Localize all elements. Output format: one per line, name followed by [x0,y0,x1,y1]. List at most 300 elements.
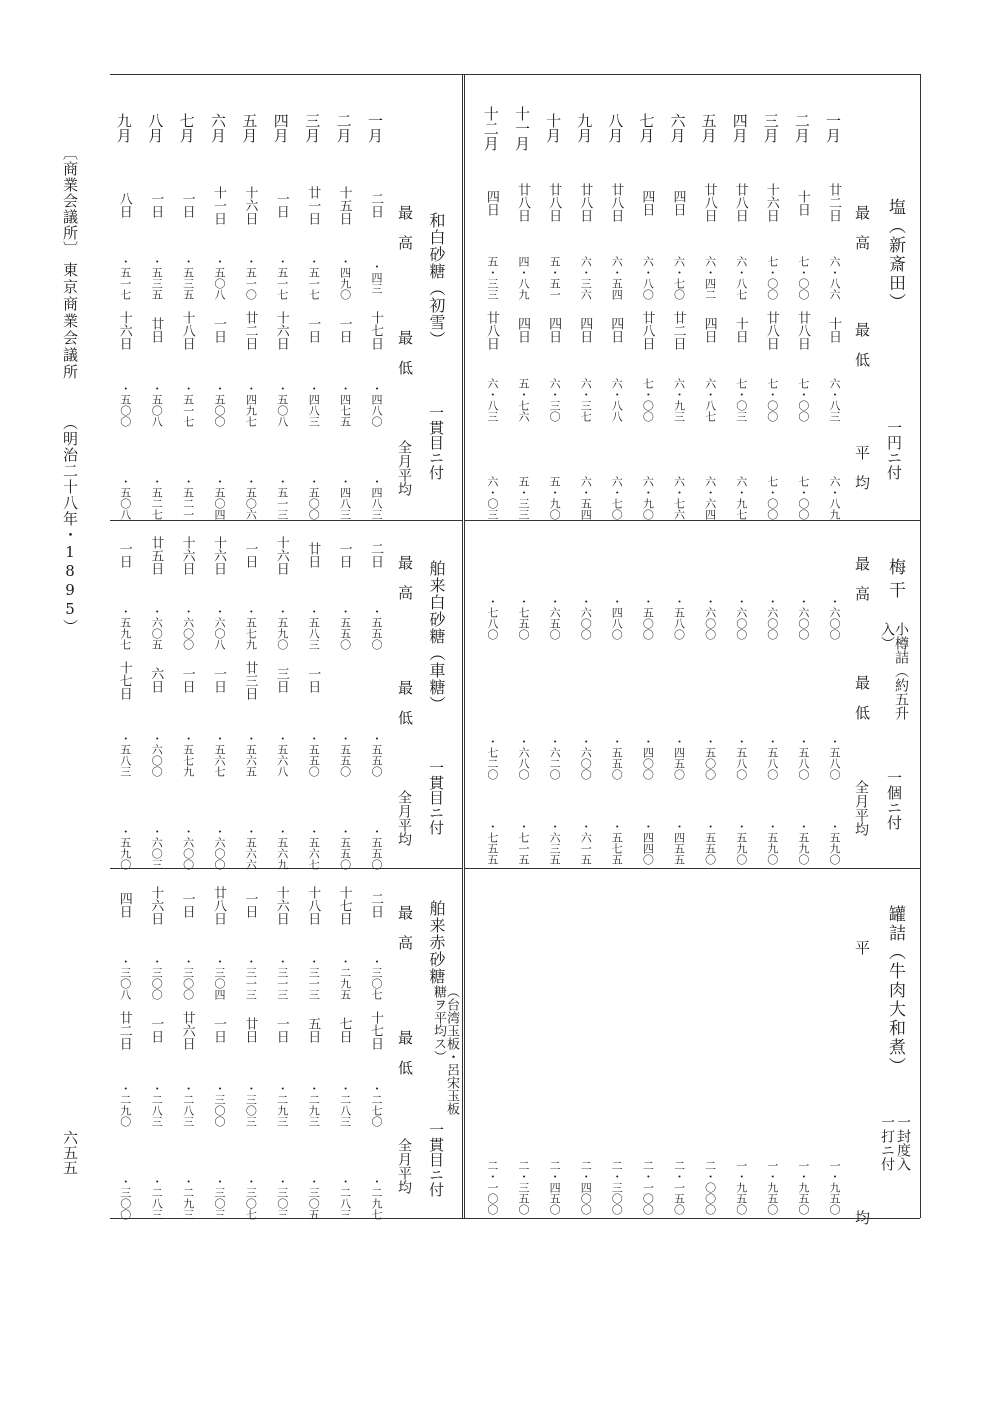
ume-high-value: ・六〇〇 [703,595,717,640]
salt-low-value: 七・〇〇 [796,378,810,422]
hakurai-aka-low-value: ・二九三 [307,1083,321,1127]
salt-high-value: 五・三三 [485,255,499,300]
hakurai-haku-low-day: 廿三日 [242,660,258,700]
wahaku-low-value: ・四九七 [244,383,258,427]
kanzume-avg-value: 二・一〇〇 [641,1160,655,1215]
hakurai-aka-high-value: ・三〇〇 [150,955,164,1000]
wahaku-avg-value: ・五二一 [181,475,195,520]
wahaku-high-value: ・五一〇 [244,255,258,300]
hakurai-haku-low-value: ・五五〇 [370,733,383,777]
center-divider [462,74,465,1218]
ume-high-value: ・四八〇 [610,595,624,640]
ume-avg-value: ・七一五 [517,820,530,865]
salt-high-day: 四日 [483,189,499,216]
salt-high-value: 六・七〇 [672,255,686,300]
wahaku-avg-label: 全月平均 [396,440,412,496]
salt-low-day: 四日 [577,317,593,343]
hakurai-aka-name: 舶来赤砂糖 [427,900,446,985]
hakurai-aka-high-day: 十六日 [273,885,289,925]
ume-low-value: ・七二〇 [485,735,499,780]
salt-high-value: 五・五一 [548,255,562,300]
salt-low-day: 廿八日 [794,310,810,350]
salt-high-day: 廿二日 [826,183,841,222]
wahaku-high-value: ・五三五 [181,255,195,300]
salt-avg-value: 六・五四 [579,475,593,520]
wahaku-low-value: ・五一七 [181,383,195,427]
ume-high-value: ・六〇〇 [765,595,779,640]
wahaku-avg-value: ・四八三 [370,475,383,520]
hakurai-aka-high-value: ・二九五 [338,955,352,1000]
salt-low-value: 七・〇〇 [765,378,779,422]
ume-low-value: ・五〇〇 [703,735,717,780]
hakurai-aka-high-value: ・三〇四 [213,955,226,1000]
hakurai-haku-high-value: ・六〇五 [150,605,164,650]
salt-low-value: 六・三七 [579,378,593,422]
hakurai-haku-low-value: ・五六八 [275,733,289,777]
wahaku-high-value: ・四三 [370,261,383,294]
salt-high-value: 六・八〇 [641,255,655,300]
wahaku-low-day: 十六日 [116,310,132,350]
ume-low-value: ・四〇〇 [641,735,655,780]
hakurai-haku-high-value: ・六〇八 [213,605,226,650]
salt-low-day: 十日 [732,317,748,343]
salt-low-day: 四日 [608,317,624,343]
salt-high-value: 七・〇〇 [796,255,810,300]
wahaku-low-value: ・五〇八 [275,383,289,427]
salt-low-value: 七・〇三 [734,378,748,422]
ume-low-value: ・六八〇 [517,735,530,780]
wahaku-avg-value: ・五一三 [275,475,289,520]
hakurai-aka-avg-value: ・三〇五 [307,1175,321,1220]
hakurai-haku-avg-value: ・六〇〇 [213,825,226,870]
hakurai-haku-avg-value: ・五九〇 [118,825,132,870]
wahaku-high-day: 八日 [116,192,132,218]
hakurai-aka-low-day: 廿日 [242,1017,258,1043]
ume-low-value: ・五五〇 [610,735,624,780]
month-header: 四月 [730,113,749,143]
right-section-rule-1 [465,520,920,521]
hakurai-haku-name: 舶来白砂糖（車糖） [427,560,446,713]
hakurai-haku-low-day [335,650,351,710]
hakurai-haku-low-day [366,650,382,710]
hakurai-aka-low-value: ・二八三 [338,1083,352,1127]
month-header: 一月 [824,113,842,143]
ume-avg-value: ・四四〇 [641,820,655,865]
month-header: 六月 [668,113,687,143]
hakurai-haku-high-label: 最 高 [396,555,414,600]
hakurai-aka-low-day: 一日 [211,1017,226,1043]
wahaku-low-value: ・五〇〇 [213,383,226,427]
hakurai-aka-low-day: 廿六日 [179,1010,195,1050]
hakurai-aka-low-value: ・三〇〇 [213,1083,226,1127]
ume-avg-value: ・五九〇 [734,820,748,865]
salt-avg-label: 平 均 [853,445,871,490]
salt-avg-value: 七・〇〇 [765,475,779,520]
hakurai-aka-low-day: 五日 [305,1017,321,1043]
ume-high-value: ・六五〇 [548,595,562,640]
hakurai-haku-high-day: 二日 [368,542,383,568]
salt-high-value: 七・〇〇 [765,255,779,300]
wahaku-name: 和白砂糖（初雪） [427,212,446,348]
kanzume-avg-value: 二・一〇〇 [485,1160,499,1215]
ume-unit: 一個ニ付 [885,770,903,830]
month-header: 十二月 [481,105,500,151]
kanzume-avg-value: 二・三〇〇 [610,1160,624,1215]
hakurai-haku-high-day: 一日 [242,542,258,568]
wahaku-high-value: ・五一七 [275,255,289,300]
hakurai-aka-high-value: ・三一三 [307,955,321,1000]
salt-high-day: 廿八日 [577,183,593,222]
wahaku-high-value: ・五三五 [150,255,164,300]
hakurai-haku-low-day: 十七日 [116,660,132,700]
salt-low-label: 最 低 [853,322,871,367]
wahaku-low-value: ・五〇八 [150,383,164,427]
hakurai-aka-high-day: 廿八日 [211,885,226,925]
source-label: 〔商業会議所〕 [61,145,79,257]
hakurai-haku-high-value: ・五九〇 [275,605,289,650]
wahaku-high-day: 一日 [273,192,289,218]
wahaku-low-day: 十六日 [273,310,289,350]
outer-right-border [920,74,921,1218]
salt-avg-value: 五・三三 [517,475,530,520]
salt-high-day: 廿八日 [701,183,717,222]
publication-title: 東京商業会議所 [61,262,79,381]
month-header: 六月 [209,113,227,143]
salt-low-day: 廿八日 [483,310,499,350]
hakurai-aka-avg-value: ・三〇〇 [118,1175,132,1220]
hakurai-haku-low-label: 最 低 [396,680,414,725]
month-header: 十月 [544,113,563,143]
kanzume-avg-value: 一・九五〇 [734,1160,748,1215]
salt-unit: 一円ニ付 [885,420,903,480]
salt-high-day: 四日 [639,189,655,216]
salt-avg-value: 六・七六 [672,475,686,520]
kanzume-avg-value: 一・九五〇 [828,1160,841,1215]
ume-sub: 小樽詰（約五升入） [879,622,909,720]
hakurai-haku-low-value: ・五五〇 [307,733,321,777]
month-header: 七月 [177,113,196,143]
salt-low-value: 六・九三 [672,378,686,422]
kanzume-unit: 一打ニ付 [879,1115,895,1171]
kanzume-avg-value: 二・四〇〇 [579,1160,593,1215]
hakurai-aka-low-value: ・三〇三 [244,1083,258,1127]
hakurai-haku-low-value: ・五八三 [118,733,132,777]
page-number: 六五五 [61,1130,79,1175]
kanzume-avg-value: 一・九五〇 [796,1160,810,1215]
salt-name: 塩（新斎田） [885,198,905,312]
ume-low-label: 最 低 [853,675,871,720]
salt-high-value: 六・三六 [579,255,593,300]
ume-avg-label: 全月平均 [853,780,869,836]
hakurai-haku-high-day: 十六日 [273,535,289,575]
hakurai-haku-avg-value: ・五六六 [244,825,258,870]
wahaku-low-value: ・四八三 [307,383,321,427]
salt-high-value: 六・八六 [828,255,841,300]
ume-high-value: ・七五〇 [517,595,530,640]
wahaku-avg-value: ・四八三 [338,475,352,520]
salt-high-value: 六・八七 [734,255,748,300]
salt-low-day: 廿二日 [670,310,686,350]
hakurai-aka-low-value: ・二七〇 [370,1083,383,1127]
month-header: 九月 [575,113,594,143]
salt-high-label: 最 高 [853,205,871,250]
ume-high-value: ・七八〇 [485,595,499,640]
hakurai-haku-high-value: ・五九七 [118,605,132,650]
hakurai-haku-avg-value: ・五六七 [307,825,321,870]
salt-avg-value: 六・七〇 [610,475,624,520]
month-header: 三月 [761,113,780,143]
salt-low-value: 六・八七 [703,378,717,422]
wahaku-low-value: ・四七五 [338,383,352,427]
hakurai-haku-high-value: ・五五〇 [338,605,352,650]
wahaku-high-day: 十五日 [336,185,352,225]
wahaku-high-day: 二日 [368,192,383,218]
salt-low-day: 十日 [826,317,841,343]
ume-high-value: ・五〇〇 [641,595,655,640]
ume-high-value: ・六〇〇 [734,595,748,640]
month-header: 八月 [146,113,165,143]
wahaku-avg-value: ・五〇四 [213,475,226,520]
wahaku-low-day: 一日 [336,317,352,343]
ume-low-value: ・五八〇 [734,735,748,780]
month-header: 四月 [271,113,290,143]
wahaku-avg-value: ・五二七 [150,475,164,520]
hakurai-haku-high-day: 十六日 [211,535,226,575]
wahaku-low-value: ・四八〇 [370,383,383,427]
salt-low-value: 六・八八 [610,378,624,422]
hakurai-haku-low-value: ・五六五 [244,733,258,777]
month-header: 五月 [240,113,259,143]
bottom-border [110,1218,920,1219]
wahaku-low-day: 十八日 [179,310,195,350]
hakurai-haku-high-day: 廿五日 [148,535,164,575]
salt-low-value: 五・七六 [517,378,530,422]
month-header: 二月 [792,113,811,143]
month-header: 七月 [637,113,656,143]
salt-high-value: 四・八九 [517,255,530,300]
hakurai-haku-high-value: ・五八三 [307,605,321,650]
kanzume-avg-value: 二・〇〇〇 [703,1160,717,1215]
hakurai-aka-avg-value: ・二九七 [370,1175,383,1220]
hakurai-haku-high-day: 十六日 [179,535,195,575]
salt-high-day: 廿八日 [732,183,748,222]
ume-avg-value: ・四五五 [672,820,686,865]
ume-high-value: ・六〇〇 [579,595,593,640]
hakurai-aka-high-value: ・三〇八 [118,955,132,1000]
hakurai-haku-low-value: ・五七九 [181,733,195,777]
month-header: 八月 [606,113,625,143]
ume-high-value: ・五八〇 [672,595,686,640]
hakurai-aka-unit: 一貫目ニ付 [427,1122,445,1197]
salt-high-value: 六・五四 [610,255,624,300]
salt-high-day: 廿八日 [515,183,530,222]
kanzume-avg-label: 平 均 [853,940,871,1345]
hakurai-aka-low-day: 廿二日 [116,1010,132,1050]
hakurai-aka-low-day: 一日 [273,1017,289,1043]
hakurai-aka-high-value: ・三一三 [275,955,289,1000]
left-section-rule-1 [110,520,462,521]
salt-avg-value: 六・六四 [703,475,717,520]
ume-avg-value: ・六三五 [548,820,562,865]
ume-low-value: ・五八〇 [765,735,779,780]
ume-name: 梅干 [885,558,905,604]
kanzume-avg-value: 一・九五〇 [765,1160,779,1215]
hakurai-haku-low-day: 一日 [179,667,195,693]
hakurai-aka-high-day: 一日 [179,892,195,918]
month-header: 九月 [114,113,133,143]
wahaku-high-day: 十一日 [211,185,226,225]
ume-avg-value: ・六一五 [579,820,593,865]
hakurai-aka-high-day: 十六日 [148,885,164,925]
hakurai-haku-high-value: ・六〇〇 [181,605,195,650]
salt-avg-value: 五・九〇 [548,475,562,520]
wahaku-low-day: 一日 [211,317,226,343]
hakurai-aka-low-day: 十七日 [368,1010,383,1050]
salt-low-day: 廿八日 [639,310,655,350]
hakurai-aka-high-day: 二日 [368,892,383,918]
ume-avg-value: ・五九〇 [765,820,779,865]
wahaku-high-day: 一日 [148,192,164,218]
hakurai-haku-avg-label: 全月平均 [396,790,412,846]
hakurai-haku-avg-value: ・五五〇 [338,825,352,870]
ume-high-value: ・六〇〇 [796,595,810,640]
salt-low-day: 四日 [546,317,562,343]
wahaku-high-day: 一日 [179,192,195,218]
ume-low-value: ・六〇〇 [579,735,593,780]
salt-avg-value: 七・〇〇 [796,475,810,520]
hakurai-haku-avg-value: ・六〇三 [150,825,164,870]
salt-high-day: 四日 [670,189,686,216]
month-header: 十一月 [513,105,531,151]
hakurai-aka-high-day: 十八日 [305,885,321,925]
top-border [110,74,920,75]
ume-avg-value: ・五五〇 [703,820,717,865]
hakurai-haku-high-day: 一日 [116,542,132,568]
wahaku-high-value: ・四九〇 [338,255,352,300]
ume-avg-value: ・五七五 [610,820,624,865]
hakurai-haku-low-value: ・六〇〇 [150,733,164,777]
salt-high-day: 廿八日 [546,183,562,222]
month-header: 二月 [334,113,353,143]
hakurai-aka-high-value: ・三〇七 [370,955,383,1000]
salt-low-day: 四日 [515,317,530,343]
hakurai-aka-avg-label: 全月平均 [396,1138,412,1194]
ume-avg-value: ・七五五 [485,820,499,865]
hakurai-aka-high-value: ・三一三 [244,955,258,1000]
hakurai-aka-low-value: ・二九三 [275,1083,289,1127]
hakurai-haku-low-day: 一日 [305,667,321,693]
hakurai-aka-avg-value: ・三〇三 [213,1175,226,1220]
hakurai-aka-high-day: 一日 [242,892,258,918]
hakurai-aka-low-day: 一日 [148,1017,164,1043]
hakurai-haku-low-day: 六日 [148,667,164,693]
salt-low-value: 六・八三 [828,378,841,422]
ume-high-label: 最 高 [853,556,871,601]
salt-low-day: 四日 [701,317,717,343]
hakurai-aka-avg-value: ・三〇七 [244,1175,258,1220]
hakurai-haku-low-day: 三日 [273,667,289,693]
hakurai-haku-low-value: ・五六七 [213,733,226,777]
hakurai-aka-avg-value: ・二八三 [150,1175,164,1220]
month-header: 一月 [366,113,384,143]
wahaku-high-value: ・五〇八 [213,255,226,300]
ume-avg-value: ・五九〇 [828,820,841,865]
hakurai-aka-high-day: 四日 [116,892,132,918]
hakurai-aka-avg-value: ・二八三 [338,1175,352,1220]
kanzume-avg-value: 二・四五〇 [548,1160,562,1215]
wahaku-high-day: 十六日 [242,185,258,225]
ume-high-value: ・六〇〇 [828,595,841,640]
ume-avg-value: ・五九〇 [796,820,810,865]
salt-low-value: 六・三〇 [548,378,562,422]
hakurai-haku-low-day: 一日 [211,667,226,693]
wahaku-high-label: 最 高 [396,205,414,250]
hakurai-aka-avg-value: ・三〇三 [275,1175,289,1220]
hakurai-aka-low-value: ・二八三 [150,1083,164,1127]
hakurai-haku-high-value: ・五五〇 [370,605,383,650]
right-section-rule-2 [465,868,920,869]
month-header: 三月 [303,113,322,143]
hakurai-haku-avg-value: ・六〇〇 [181,825,195,870]
hakurai-haku-avg-value: ・五五〇 [370,825,383,870]
ume-low-value: ・五八〇 [828,735,841,780]
hakurai-aka-avg-value: ・二九三 [181,1175,195,1220]
wahaku-avg-value: ・五〇八 [118,475,132,520]
wahaku-low-label: 最 低 [396,330,414,375]
salt-high-day: 十六日 [763,183,779,222]
ume-low-value: ・六二〇 [548,735,562,780]
hakurai-haku-avg-value: ・五六九 [275,825,289,870]
salt-low-value: 六・八三 [485,378,499,422]
kanzume-unit2: 一封度入 [895,1115,911,1171]
hakurai-aka-low-day: 七日 [336,1017,352,1043]
salt-low-value: 七・〇〇 [641,378,655,422]
wahaku-low-value: ・五〇〇 [118,383,132,427]
hakurai-aka-low-value: ・二九〇 [118,1083,132,1127]
kanzume-avg-value: 二・一五〇 [672,1160,686,1215]
salt-avg-value: 六・〇三 [485,475,499,520]
hakurai-aka-high-day: 十七日 [336,885,352,925]
hakurai-aka-high-label: 最 高 [396,905,414,950]
wahaku-high-value: ・五一七 [307,255,321,300]
hakurai-aka-low-value: ・二八三 [181,1083,195,1127]
salt-high-value: 六・四二 [703,255,717,300]
hakurai-haku-high-day: 廿日 [305,542,321,568]
wahaku-high-value: ・五一七 [118,255,132,300]
wahaku-low-day: 十七日 [368,310,383,350]
hakurai-haku-unit: 一貫目ニ付 [427,760,445,835]
ume-low-value: ・四五〇 [672,735,686,780]
hakurai-aka-high-value: ・三〇〇 [181,955,195,1000]
salt-avg-value: 六・九〇 [641,475,655,520]
salt-high-day: 十日 [794,189,810,216]
salt-avg-value: 六・九七 [734,475,748,520]
publication-date: （明治二十八年・1895） [61,415,79,635]
kanzume-avg-value: 二・三五〇 [517,1160,530,1215]
wahaku-high-day: 廿一日 [305,185,321,225]
wahaku-avg-value: ・五〇〇 [307,475,321,520]
kanzume-name: 罐詰（牛肉大和煮） [885,905,905,1076]
salt-low-day: 廿八日 [763,310,779,350]
wahaku-avg-value: ・五〇六 [244,475,258,520]
hakurai-aka-sub: （台湾玉板・呂宋玉板糖ヲ平均ス） [431,985,459,1115]
wahaku-low-day: 廿日 [148,317,164,343]
wahaku-low-day: 一日 [305,317,321,343]
hakurai-aka-low-label: 最 低 [396,1030,414,1075]
salt-high-day: 廿八日 [608,183,624,222]
hakurai-haku-high-value: ・五七九 [244,605,258,650]
hakurai-haku-high-day: 一日 [336,542,352,568]
